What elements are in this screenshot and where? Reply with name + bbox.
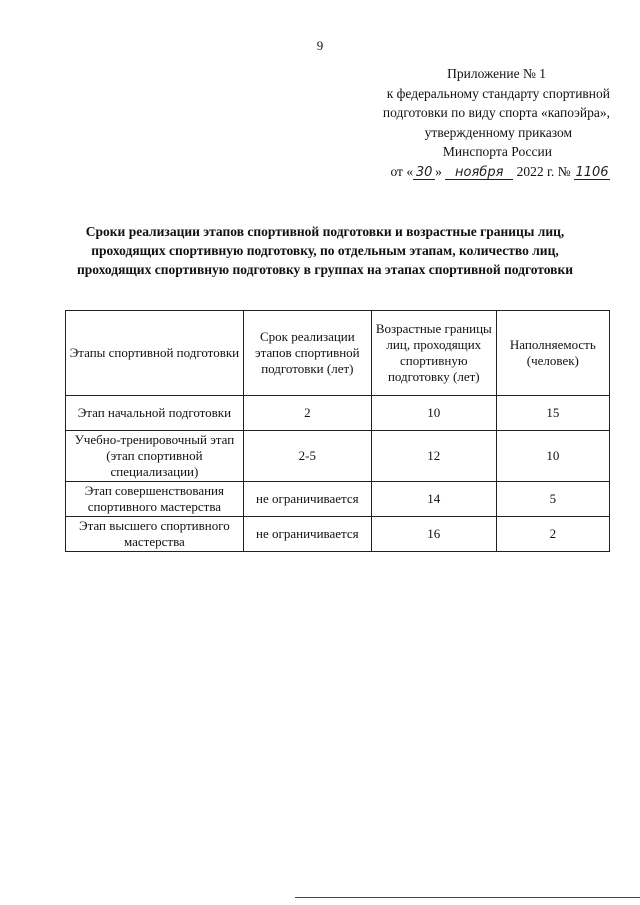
handwritten-order-number: 1106 (575, 164, 609, 180)
cell-capacity: 15 (496, 396, 609, 431)
cell-capacity: 2 (496, 517, 609, 552)
cell-stage: Учебно-тренировочный этап (этап спортивной специализации) (66, 431, 244, 482)
cell-duration: не ограничивается (243, 482, 371, 517)
appendix-line-4: утвержденному приказом (424, 124, 572, 140)
appendix-line-3: подготовки по виду спорта «капоэйра», (382, 105, 610, 120)
cell-duration: не ограничивается (243, 517, 371, 552)
cell-age: 10 (371, 396, 496, 431)
appendix-line-2: к федеральному стандарту спортивной (386, 85, 610, 101)
appendix-header (310, 64, 610, 181)
appendix-title: Приложение № 1 (447, 66, 546, 81)
cell-duration: 2 (243, 396, 371, 431)
cell-stage: Этап совершенствования спортивного мастерства (66, 482, 244, 517)
handwritten-month: ноября (445, 166, 513, 180)
cell-age: 16 (371, 517, 496, 552)
page-edge-line (295, 897, 640, 898)
header-cell-stages: Этапы спортивной подготовки (66, 311, 244, 396)
table-header-row (66, 311, 610, 396)
table-row (66, 431, 610, 482)
cell-age: 14 (371, 482, 496, 517)
cell-capacity: 5 (496, 482, 609, 517)
header-cell-capacity: Наполняемость (человек) (496, 311, 609, 396)
date-prefix: от « (390, 163, 414, 179)
date-mid: » (435, 163, 442, 179)
header-cell-age: Возрастные границы лиц, проходящих спортивную подготовку (лет) (371, 311, 496, 396)
order-date-line (310, 162, 610, 182)
page-number: 9 (316, 38, 324, 53)
table-row (66, 482, 610, 517)
stages-table (65, 310, 610, 552)
header-cell-duration: Срок реализации этапов спортивной подготовки (лет) (243, 311, 371, 396)
cell-capacity: 10 (496, 431, 609, 482)
date-year: 2022 г. № (516, 163, 571, 179)
cell-age: 12 (371, 431, 496, 482)
cell-duration: 2-5 (243, 431, 371, 482)
appendix-line-5: Минспорта России (442, 144, 552, 159)
table-row (66, 396, 610, 431)
table-row (66, 517, 610, 552)
document-title: Сроки реализации этапов спортивной подготовки и возрастные границы лиц, проходящих спортивную подготовку, по отдельным этапам, количество лиц, проходящих спортивную подготовку в группах на этапах спортивной подготовки (76, 224, 574, 277)
handwritten-day: 30 (413, 166, 435, 180)
cell-stage: Этап начальной подготовки (66, 396, 244, 431)
cell-stage: Этап высшего спортивного мастерства (66, 517, 244, 552)
